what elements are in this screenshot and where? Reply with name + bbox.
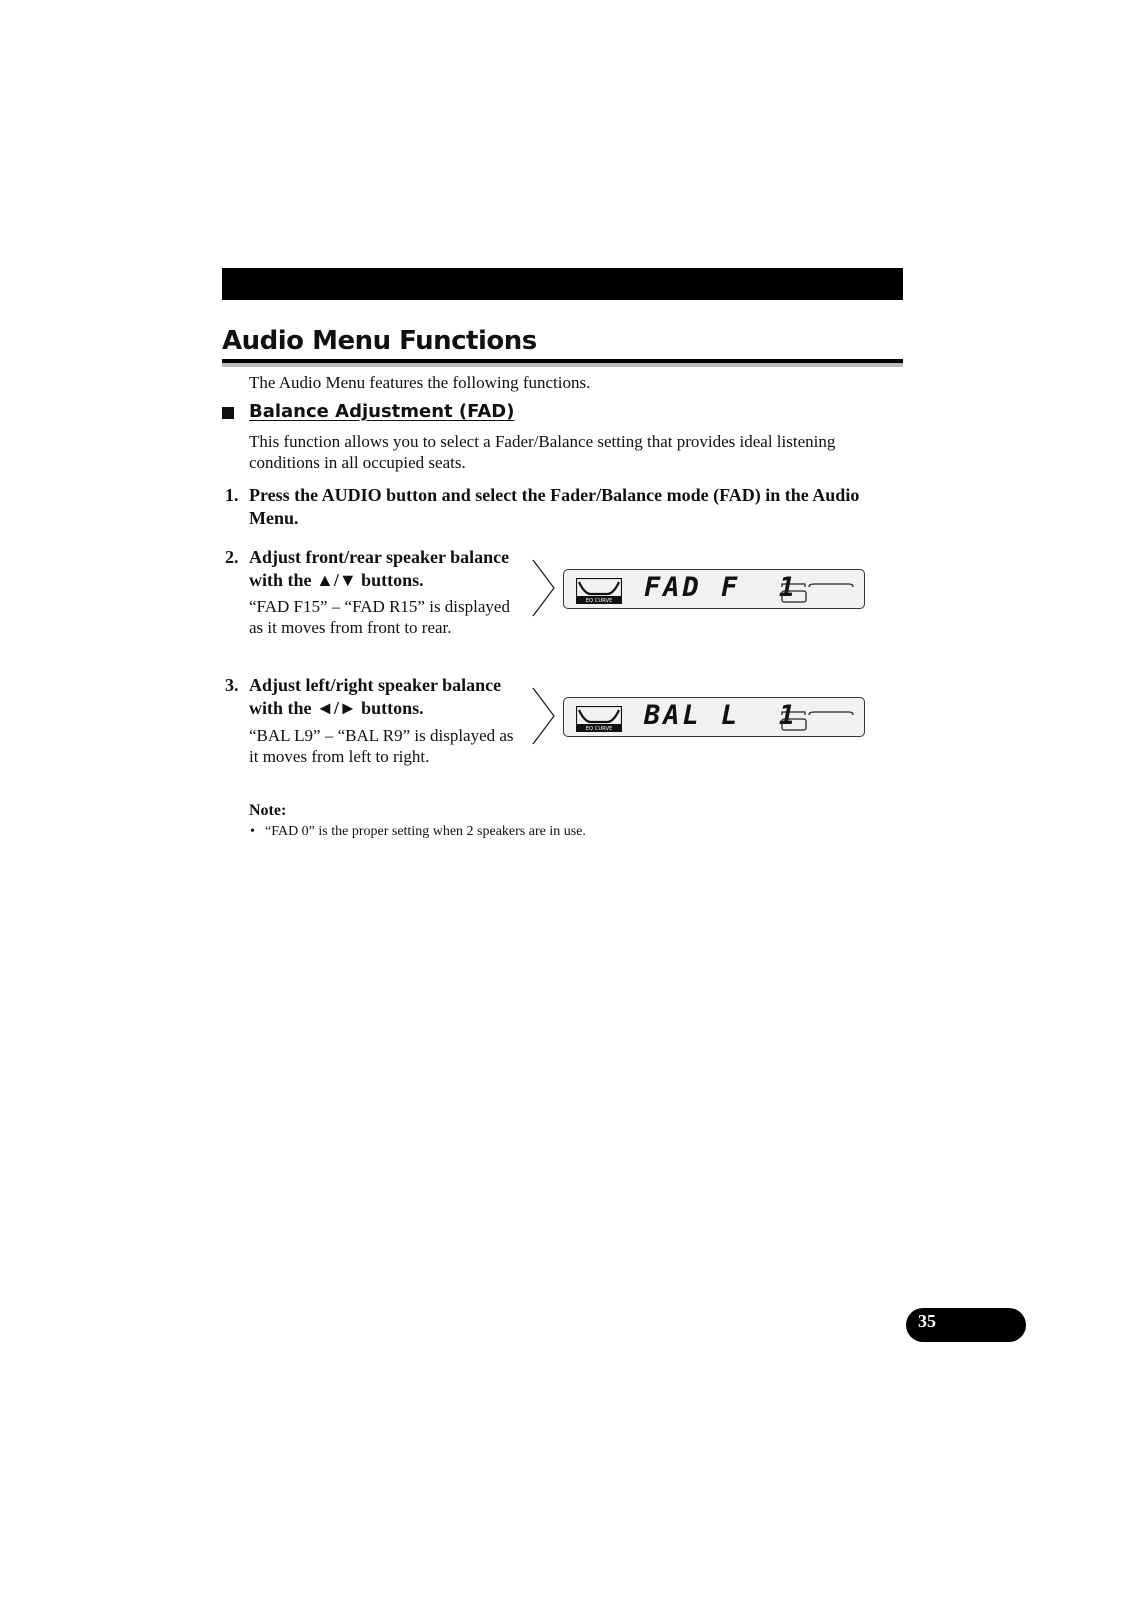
lcd-readout: FAD F 1 xyxy=(644,572,799,603)
eq-curve-icon xyxy=(576,706,622,732)
lcd-indicator-icon xyxy=(781,702,861,732)
note-item: “FAD 0” is the proper setting when 2 speakers are in use. xyxy=(265,824,586,839)
lcd-indicator-icon xyxy=(781,574,861,604)
title-rule-shadow xyxy=(222,363,903,367)
eq-curve-icon xyxy=(576,578,622,604)
lcd-display-fad xyxy=(563,569,865,609)
step-2-heading: Adjust front/rear speaker balance with the ▲/▼ buttons. xyxy=(249,547,510,590)
step-2-description: “FAD F15” – “FAD R15” is displayed as it moves from front to rear. xyxy=(249,597,510,637)
eq-curve-label: EQ CURVE xyxy=(585,726,613,732)
step-3-number: 3. xyxy=(225,675,239,695)
step-3-heading: Adjust left/right speaker balance with the ◄/► buttons. xyxy=(249,675,502,718)
section-heading: Balance Adjustment (FAD) xyxy=(249,401,515,422)
section-square-icon xyxy=(222,407,234,419)
note-label: Note: xyxy=(249,802,287,819)
eq-curve-label: EQ CURVE xyxy=(585,598,613,604)
intro-text: The Audio Menu features the following functions. xyxy=(249,373,591,392)
pointer-arrow-icon xyxy=(532,559,556,617)
note-bullet: • xyxy=(250,824,255,839)
step-2-number: 2. xyxy=(225,547,239,567)
lcd-display-bal xyxy=(563,697,865,737)
header-bar xyxy=(222,268,903,300)
lcd-readout: BAL L 1 xyxy=(644,700,799,731)
step-3-description: “BAL L9” – “BAL R9” is displayed as it moves from left to right. xyxy=(249,726,514,766)
step-1-number: 1. xyxy=(225,485,239,505)
section-description: This function allows you to select a Fader/Balance setting that provides ideal listening conditions in all occupied seats. xyxy=(249,432,836,472)
page-number: 35 xyxy=(918,1311,936,1331)
step-1-heading: Press the AUDIO button and select the Fader/Balance mode (FAD) in the Audio Menu. xyxy=(249,485,860,528)
page-title: Audio Menu Functions xyxy=(222,326,537,356)
pointer-arrow-icon xyxy=(532,687,556,745)
